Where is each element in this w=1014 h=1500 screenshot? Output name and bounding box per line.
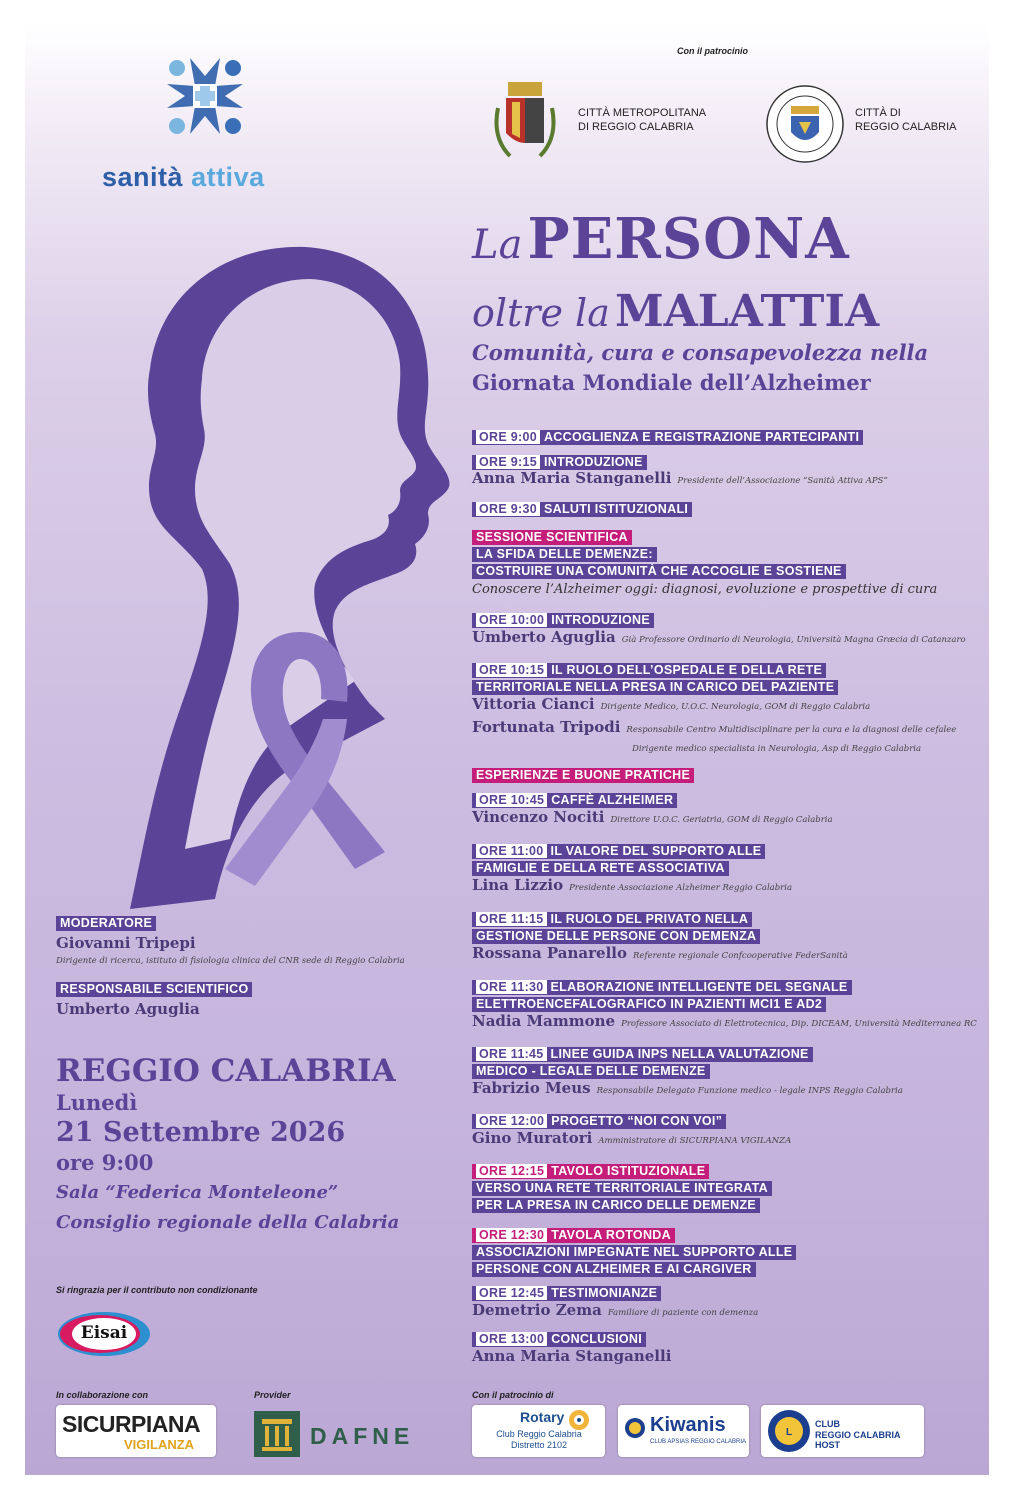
session-11-15-title-2: GESTIONE DELLE PERSONE CON DEMENZA — [472, 927, 760, 945]
kiwanis-name: Kiwanis — [650, 1414, 726, 1436]
dafne-logo — [254, 1411, 434, 1457]
session-9-00: ORE 9:00 ACCOGLIENZA E REGISTRAZIONE PARTECIPANTI — [472, 428, 863, 446]
moderator-role: Dirigente di ricerca, istituto di fisiologia clinica del CNR sede di Reggio Calabria — [56, 956, 405, 966]
event-title — [472, 207, 879, 348]
city-seal-icon — [765, 84, 845, 164]
patronage-label: Con il patrocinio — [677, 46, 748, 56]
speaker-row: Rossana Panarello Referente regionale Confcooperative FederSanità — [472, 944, 848, 962]
sicurpiana-logo — [56, 1405, 216, 1457]
event-city: REGGIO CALABRIA — [56, 1053, 396, 1089]
rotary-wheel-icon — [568, 1409, 590, 1431]
event-details — [56, 1052, 399, 1238]
session-12-30-sub-2: PERSONE CON ALZHEIMER E AI CARGIVER — [472, 1260, 756, 1278]
kiwanis-sub: CLUB APSIAS REGGIO CALABRIA — [650, 1439, 747, 1445]
city-metro-crest-icon — [490, 78, 560, 163]
scientific-subtitle: Conoscere l’Alzheimer oggi: diagnosi, evoluzione e prospettive di cura — [472, 582, 938, 597]
rotary-name: Rotary — [520, 1409, 565, 1425]
session-10-15: ORE 10:15 IL RUOLO DELL’OSPEDALE E DELLA RETE — [472, 661, 826, 679]
session-12-15: ORE 12:15 TAVOLO ISTITUZIONALE — [472, 1162, 709, 1180]
session-11-00-title-2: FAMIGLIE E DELLA RETE ASSOCIATIVA — [472, 859, 729, 877]
scientific-title-1: LA SFIDA DELLE DEMENZE: — [472, 545, 657, 563]
title-malattia: MALATTIA — [614, 286, 880, 337]
session-11-45: ORE 11:45 LINEE GUIDA INPS NELLA VALUTAZIONE — [472, 1045, 813, 1063]
lions-line-2: REGGIO CALABRIA HOST — [815, 1430, 901, 1450]
event-venue-1: Sala “Federica Monteleone” — [56, 1182, 339, 1203]
speaker-row: Vincenzo Nociti Direttore U.O.C. Geriatria, GOM di Reggio Calabria — [472, 808, 833, 826]
title-la: La — [472, 222, 523, 268]
title-persona: PERSONA — [527, 206, 850, 272]
speaker-row: Umberto Aguglia Già Professore Ordinario di Neurologia, Università Magna Græcia di Catanzaro — [472, 628, 966, 646]
sci-resp-name: Umberto Aguglia — [56, 1000, 200, 1018]
patron-footer-label: Con il patrocinio di — [472, 1390, 554, 1400]
speaker-row: Nadia Mammone Professore Associato di Elettrotecnica, Dip. DICEAM, Università Mediterranea RC — [472, 1012, 977, 1030]
eisai-logo — [56, 1310, 152, 1358]
session-11-00: ORE 11:00 IL VALORE DEL SUPPORTO ALLE — [472, 842, 765, 860]
dafne-name: DAFNE — [310, 1423, 415, 1449]
moderator-name: Giovanni Tripepi — [56, 934, 196, 952]
speaker-row: Fabrizio Meus Responsabile Delegato Funzione medico - legale INPS Reggio Calabria — [472, 1079, 903, 1097]
speaker-row: Gino Muratori Amministratore di SICURPIANA VIGILANZA — [472, 1129, 792, 1147]
brand-name-2: attiva — [191, 162, 265, 192]
patron-1-name: CITTÀ METROPOLITANA DI REGGIO CALABRIA — [578, 107, 707, 133]
lions-logo — [761, 1405, 924, 1457]
scientific-title-2: COSTRUIRE UNA COMUNITÀ CHE ACCOGLIE E SOSTIENE — [472, 562, 846, 580]
session-11-30-title-2: ELETTROENCEFALOGRAFICO IN PAZIENTI MCI1 E AD2 — [472, 995, 826, 1013]
poster — [25, 24, 989, 1475]
provider-label: Provider — [254, 1390, 291, 1400]
rotary-sub-1: Club Reggio Calabria — [496, 1429, 582, 1439]
session-10-00: ORE 10:00 INTRODUZIONE — [472, 611, 654, 629]
session-12-00: ORE 12:00 PROGETTO “NOI CON VOI” — [472, 1112, 726, 1130]
session-10-45: ORE 10:45 CAFFÈ ALZHEIMER — [472, 791, 677, 809]
speaker-row: Anna Maria Stanganelli — [472, 1347, 672, 1365]
rotary-sub-2: Distretto 2102 — [510, 1440, 568, 1450]
dafne-column-icon — [254, 1411, 300, 1457]
thanks-text: Si ringrazia per il contributo non condizionante — [56, 1285, 258, 1295]
sanita-attiva-logo-icon — [155, 46, 255, 146]
kiwanis-emblem-icon — [624, 1417, 646, 1439]
subtitle-1: Comunità, cura e consapevolezza nella — [472, 340, 929, 365]
session-9-30: ORE 9:30 SALUTI ISTITUZIONALI — [472, 500, 692, 518]
moderator-label: MODERATORE — [56, 916, 156, 931]
rotary-logo — [472, 1405, 605, 1457]
session-12-45: ORE 12:45 TESTIMONIANZE — [472, 1284, 661, 1302]
session-12-15-sub-2: PER LA PRESA IN CARICO DELLE DEMENZE — [472, 1196, 760, 1214]
event-venue-2: Consiglio regionale della Calabria — [56, 1212, 400, 1233]
session-10-15-title-2: TERRITORIALE NELLA PRESA IN CARICO DEL PAZIENTE — [472, 678, 838, 696]
session-11-15: ORE 11:15 IL RUOLO DEL PRIVATO NELLA — [472, 910, 752, 928]
kiwanis-logo — [618, 1405, 749, 1457]
sicurpiana-name: SICURPIANA — [62, 1411, 201, 1437]
brand-logo — [155, 46, 255, 146]
session-12-15-sub-1: VERSO UNA RETE TERRITORIALE INTEGRATA — [472, 1179, 772, 1197]
alzheimer-ribbon-icon — [205, 624, 395, 904]
sicurpiana-sub: VIGILANZA — [124, 1437, 195, 1452]
collab-label: In collaborazione con — [56, 1390, 149, 1400]
event-date: 21 Settembre 2026 — [56, 1117, 346, 1148]
session-11-30: ORE 11:30 ELABORAZIONE INTELLIGENTE DEL SEGNALE — [472, 978, 852, 996]
session-13-00: ORE 13:00 CONCLUSIONI — [472, 1330, 646, 1348]
speaker-row: Vittoria Cianci Dirigente Medico, U.O.C. Neurologia, GOM di Reggio Calabria — [472, 695, 871, 713]
brand-name-1: sanità — [102, 162, 184, 192]
speaker-row: Lina Lizzio Presidente Associazione Alzheimer Reggio Calabria — [472, 876, 793, 894]
speaker-row: Anna Maria Stanganelli Presidente dell’Associazione “Sanità Attiva APS” — [472, 469, 888, 487]
lions-club-emblem-icon — [767, 1409, 811, 1453]
session-12-30-sub-1: ASSOCIAZIONI IMPEGNATE NEL SUPPORTO ALLE — [472, 1243, 796, 1261]
event-day: Lunedì — [56, 1090, 138, 1115]
speaker-role-extra: Dirigente medico specialista in Neurologia, Asp di Reggio Calabria — [632, 744, 922, 754]
brand-name — [102, 162, 265, 193]
session-9-15: ORE 9:15 INTRODUZIONE — [472, 453, 647, 471]
moderator-block — [56, 914, 405, 1018]
svg-text:L: L — [785, 1427, 793, 1438]
speaker-row: Demetrio Zema Familiare di paziente con demenza — [472, 1301, 759, 1319]
lions-line-1: CLUB — [815, 1419, 840, 1429]
scientific-session-label: SESSIONE SCIENTIFICA — [472, 528, 632, 546]
event-time: ore 9:00 — [56, 1150, 154, 1175]
patron-2-name: CITTÀ DI REGGIO CALABRIA — [855, 107, 957, 133]
program — [472, 428, 982, 1388]
eisai-name: Eisai — [80, 1323, 128, 1343]
subtitle-2: Giornata Mondiale dell’Alzheimer — [472, 370, 871, 395]
awareness-ribbon — [205, 624, 395, 904]
title-oltre: oltre la — [472, 291, 610, 335]
sci-resp-label: RESPONSABILE SCIENTIFICO — [56, 982, 252, 997]
experiences-label: ESPERIENZE E BUONE PRATICHE — [472, 766, 694, 784]
speaker-row: Fortunata Tripodi Responsabile Centro Multidisciplinare per la cura e la diagnosi delle cefalee — [472, 718, 957, 736]
session-12-30: ORE 12:30 TAVOLA ROTONDA — [472, 1226, 675, 1244]
event-subtitle — [472, 338, 928, 398]
session-11-45-title-2: MEDICO - LEGALE DELLE DEMENZE — [472, 1062, 710, 1080]
